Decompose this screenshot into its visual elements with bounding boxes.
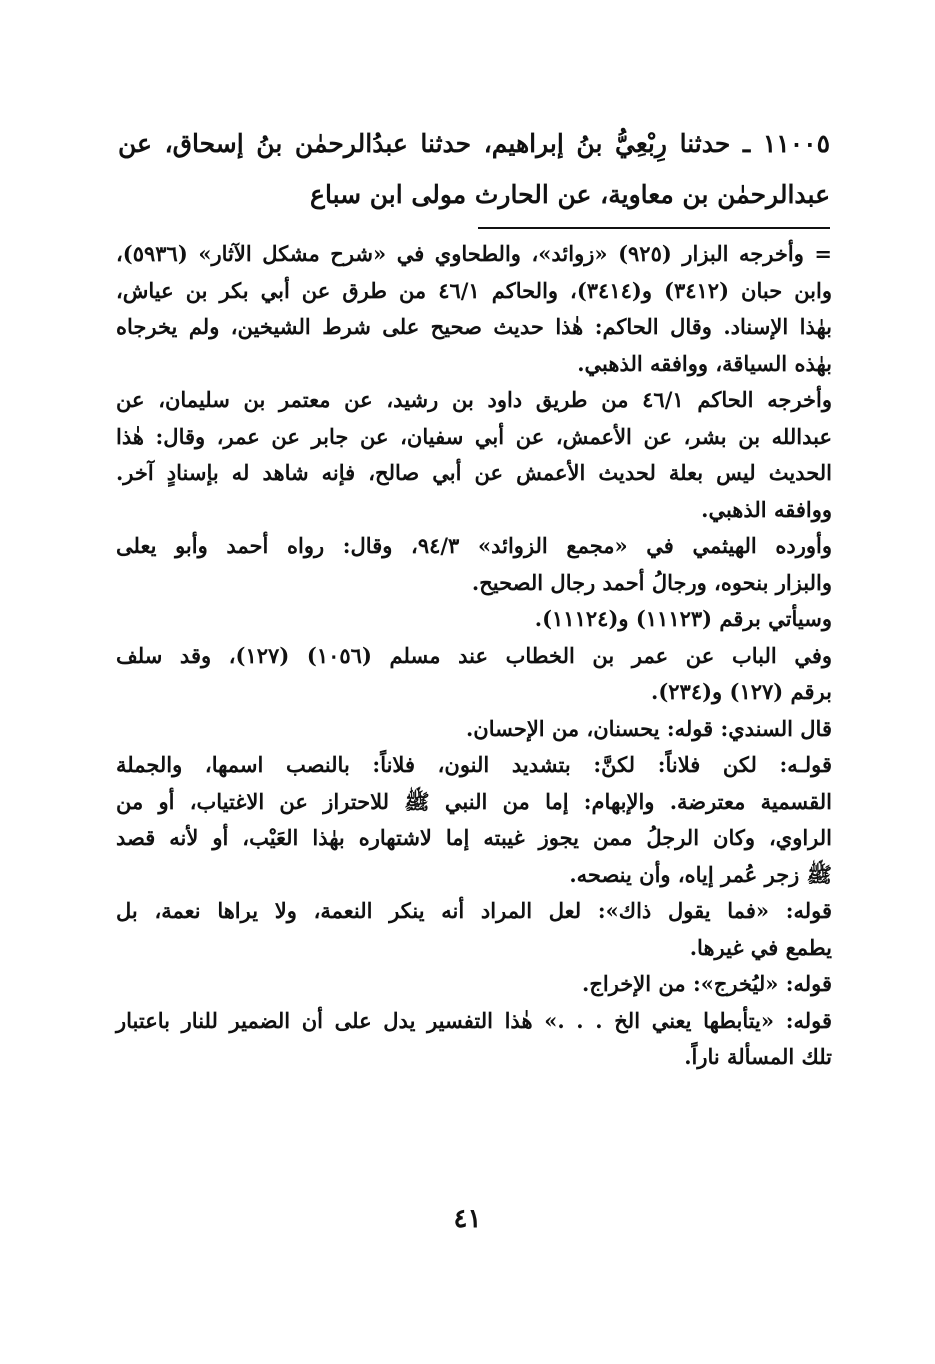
page-number: ٤١ xyxy=(453,1204,482,1234)
footnote-paragraph xyxy=(116,638,832,711)
footnote-line: ﷺ زجر عُمر إياه، وأن ينصحه. xyxy=(569,861,832,887)
hadith-line: ١١٠٠٥ ـ حدثنا رِبْعِيُّ بنُ إبراهيم، حدثنا عبدُالرحمٰن بنُ إسحاق، عن xyxy=(118,129,830,158)
footnote-paragraph xyxy=(116,601,832,638)
footnote-line: قوله: «فما يقول ذاك»: لعل المراد أنه ينكر النعمة، ولا يراها نعمة، بل xyxy=(116,898,832,923)
footnote-line: قوله: «يتأبطها يعني الخ . . .» هٰذا التفسير يدل على أن الضمير للنار باعتبار xyxy=(116,1007,832,1033)
footnote-paragraph xyxy=(116,382,832,528)
footnote-line: تلك المسألة ناراً. xyxy=(684,1044,832,1069)
footnote-line: بهٰذه السياقة، ووافقه الذهبي. xyxy=(577,350,832,376)
footnote-line: الراوي، وكان الرجلُ ممن يجوز غيبته إما لاشتهاره بهٰذا العَيْب، أو لأنه قصد xyxy=(116,825,832,850)
footnote-line: وأخرجه الحاكم ٤٦/١ من طريق داود بن رشيد، عن معتمر بن سليمان، عن xyxy=(116,387,832,412)
footnote-line: بهٰذا الإسناد. وقال الحاكم: هٰذا حديث صحيح على شرط الشيخين، ولم يخرجاه xyxy=(116,314,832,339)
footnote-line: الحديث ليس بعلة لحديث الأعمش عن أبي صالح، فإنه شاهد له بإسنادٍ آخر. xyxy=(116,460,832,485)
footnote-paragraph xyxy=(116,236,832,382)
footnotes xyxy=(116,236,832,1076)
footnote-paragraph xyxy=(116,528,832,601)
footnote-separator xyxy=(478,227,830,229)
footnote-line: القسمية معترضة. والإبهام: إما من النبي ﷺ للاحتراز عن الاغتياب، أو من xyxy=(116,788,832,814)
footnote-line: وأورده الهيثمي في «مجمع الزوائد» ٩٤/٣، وقال: رواه أحمد وأبو يعلى xyxy=(116,533,832,558)
footnote-paragraph xyxy=(116,966,832,1003)
footnote-line: ووافقه الذهبي. xyxy=(701,496,832,522)
footnote-line: وسيأتي برقم (١١١٢٣) و(١١١٢٤). xyxy=(534,606,832,631)
footnote-line: يطمع في غيرها. xyxy=(689,934,832,960)
footnote-line: قولـه: لكن فلاناً: لكنَّ: بتشديد النون، فلاناً: بالنصب اسمها، والجملة xyxy=(116,752,832,777)
footnote-line: عبدالله بن بشر، عن الأعمش، عن أبي سفيان، عن جابر عن عمر، وقال: هٰذا xyxy=(116,423,832,449)
hadith-line: عبدالرحمٰن بن معاوية، عن الحارث مولى ابن سباع xyxy=(310,180,830,209)
footnote-line: قال السندي: قوله: يحسنان، من الإحسان. xyxy=(465,715,832,741)
footnote-paragraph xyxy=(116,711,832,748)
footnote-line: وابن حبان (٣٤١٢) و(٣٤١٤)، والحاكم ٤٦/١ من طرق عن أبي بكر بن عياش، xyxy=(116,277,832,303)
footnote-line: قوله: «ليُخرج»: من الإخراج. xyxy=(582,971,832,996)
footnote-line: وفي الباب عن عمر بن الخطاب عند مسلم (١٠٥٦) (١٢٧)، وقد سلف xyxy=(116,642,833,668)
footnote-paragraph xyxy=(116,893,832,966)
footnote-line: = وأخرجه البزار (٩٢٥) «زوائد»، والطحاوي في «شرح مشكل الآثار» (٥٩٣٦)، xyxy=(116,241,832,266)
hadith-text xyxy=(118,118,830,220)
footnote-line: برقم (١٢٧) و(٢٣٤). xyxy=(651,679,832,704)
footnote-paragraph xyxy=(116,1003,832,1076)
footnote-paragraph xyxy=(116,747,832,893)
footnote-line: والبزار بنحوه، ورجالُ أحمد رجال الصحيح. xyxy=(471,569,832,595)
